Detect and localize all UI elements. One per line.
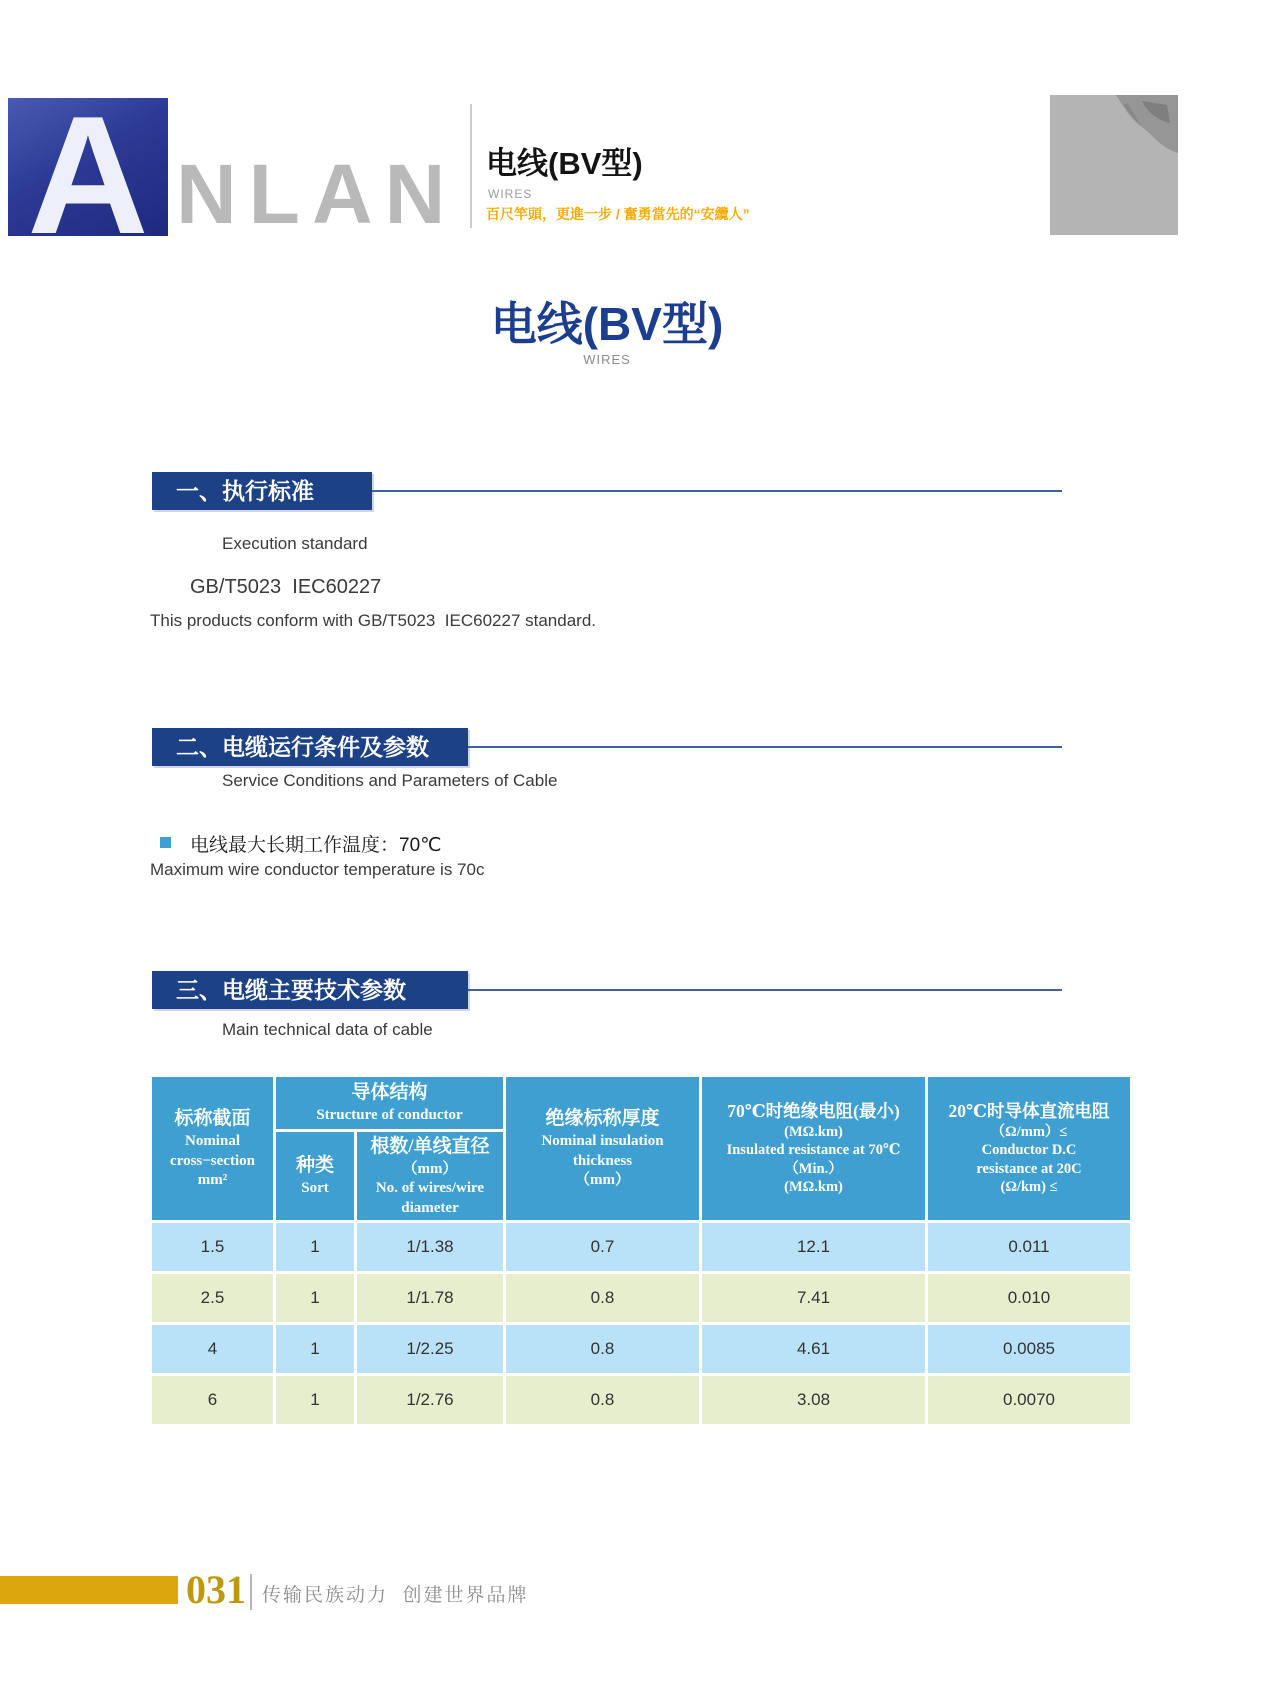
- col-header-nominal-cross-section: [152, 1077, 273, 1220]
- table-cell: 2.5: [152, 1274, 273, 1322]
- max-temperature-en: Maximum wire conductor temperature is 70c: [150, 860, 485, 879]
- table-cell: 4.61: [702, 1325, 925, 1373]
- header-product-title: 电线(BV型): [486, 146, 643, 181]
- table-cell: 0.0085: [928, 1325, 1130, 1373]
- table-cell: 3.08: [702, 1376, 925, 1424]
- header-line: mm²: [197, 1172, 228, 1189]
- section-2-rule: [468, 746, 1062, 748]
- header-line: (Ω/km) ≤: [1000, 1179, 1058, 1196]
- header-line: thickness: [572, 1152, 633, 1169]
- header-line: (MΩ.km): [784, 1123, 843, 1140]
- table-cell: 1/2.76: [357, 1376, 503, 1424]
- section-3-heading: 三、电缆主要技术参数: [152, 971, 468, 1009]
- section-3-rule: [468, 989, 1062, 991]
- table-cell: 1: [276, 1223, 354, 1271]
- brand-tagline: 百尺竿頭，更進一步 / 奮勇當先的“安纜人”: [486, 206, 750, 222]
- table-cell: 0.8: [506, 1274, 699, 1322]
- header-line: Nominal: [184, 1133, 240, 1150]
- section-2-subheading: Service Conditions and Parameters of Cable: [222, 771, 558, 790]
- col-header-wires-diameter: [357, 1132, 503, 1220]
- header-line: Sort: [301, 1180, 329, 1197]
- brand-logo-square: [8, 98, 168, 236]
- header-line: 绝缘标称厚度: [545, 1108, 660, 1130]
- table-cell: 0.0070: [928, 1376, 1130, 1424]
- col-header-insulation-resistance-70c: [702, 1077, 925, 1220]
- table-cell: 1: [276, 1376, 354, 1424]
- header-line: 种类: [295, 1155, 334, 1177]
- header-line: 导体结构: [351, 1082, 428, 1104]
- max-temperature-zh: 电线最大长期工作温度：70℃: [190, 835, 442, 856]
- page-subtitle: WIRES: [583, 352, 631, 367]
- header-line: （mm）: [575, 1172, 630, 1189]
- header-line: 标称截面: [174, 1108, 251, 1130]
- table-cell: 1/1.38: [357, 1223, 503, 1271]
- table-cell: 0.010: [928, 1274, 1130, 1322]
- header-line: No. of wires/wire: [375, 1180, 485, 1197]
- section-3-subheading: Main technical data of cable: [222, 1020, 433, 1039]
- page-title: 电线(BV型): [490, 298, 724, 350]
- standard-codes: GB/T5023 IEC60227: [190, 576, 382, 598]
- header-line: Conductor D.C: [981, 1142, 1077, 1159]
- table-cell: 7.41: [702, 1274, 925, 1322]
- col-header-sort: [276, 1132, 354, 1220]
- header-divider: [470, 104, 472, 228]
- footer-divider: [250, 1574, 252, 1610]
- header-line: Insulated resistance at 70℃: [726, 1142, 901, 1159]
- corner-photo: [1050, 95, 1178, 235]
- header-line: 20℃时导体直流电阻: [948, 1101, 1110, 1122]
- header-line: （Min.）: [784, 1160, 843, 1177]
- header-line: （mm）: [402, 1160, 458, 1177]
- table-cell: 1/1.78: [357, 1274, 503, 1322]
- header-line: (MΩ.km): [784, 1179, 843, 1196]
- footer-slogan: 传输民族动力 创建世界品牌: [262, 1585, 529, 1606]
- col-header-structure-of-conductor: [276, 1077, 503, 1129]
- table-cell: 0.011: [928, 1223, 1130, 1271]
- table-cell: 12.1: [702, 1223, 925, 1271]
- header-line: 根数/单线直径: [370, 1135, 490, 1157]
- header-line: Structure of conductor: [316, 1107, 463, 1124]
- header-line: diameter: [401, 1199, 459, 1216]
- section-1-subheading: Execution standard: [222, 534, 368, 553]
- page-number: 031: [186, 1567, 246, 1612]
- bullet-square-icon: [160, 837, 171, 848]
- section-1-rule: [372, 490, 1062, 492]
- table-cell: 1: [276, 1325, 354, 1373]
- section-2-heading: 二、电缆运行条件及参数: [152, 728, 468, 766]
- spec-table: [152, 1077, 1130, 1424]
- brand-letters: NLAN: [176, 147, 458, 241]
- standard-description: This products conform with GB/T5023 IEC60227 standard.: [150, 611, 597, 630]
- table-cell: 1.5: [152, 1223, 273, 1271]
- table-cell: 4: [152, 1325, 273, 1373]
- col-header-insulation-thickness: [506, 1077, 699, 1220]
- table-cell: 0.7: [506, 1223, 699, 1271]
- footer-gold-bar: [0, 1576, 178, 1604]
- header-line: Nominal insulation: [541, 1133, 664, 1150]
- col-header-dc-resistance-20c: [928, 1077, 1130, 1220]
- section-1-heading: 一、执行标准: [152, 472, 372, 510]
- header-line: 70℃时绝缘电阻(最小): [727, 1101, 900, 1122]
- map-shape-graphic: [1050, 95, 1178, 235]
- table-cell: 0.8: [506, 1325, 699, 1373]
- header-line: resistance at 20C: [976, 1160, 1082, 1177]
- header-line: （Ω/mm）≤: [990, 1123, 1068, 1140]
- table-cell: 6: [152, 1376, 273, 1424]
- table-cell: 1/2.25: [357, 1325, 503, 1373]
- header-line: cross−section: [170, 1152, 255, 1169]
- header-product-subtitle: WIRES: [488, 187, 533, 201]
- logo-letter-a: A: [27, 98, 149, 236]
- table-cell: 1: [276, 1274, 354, 1322]
- table-cell: 0.8: [506, 1376, 699, 1424]
